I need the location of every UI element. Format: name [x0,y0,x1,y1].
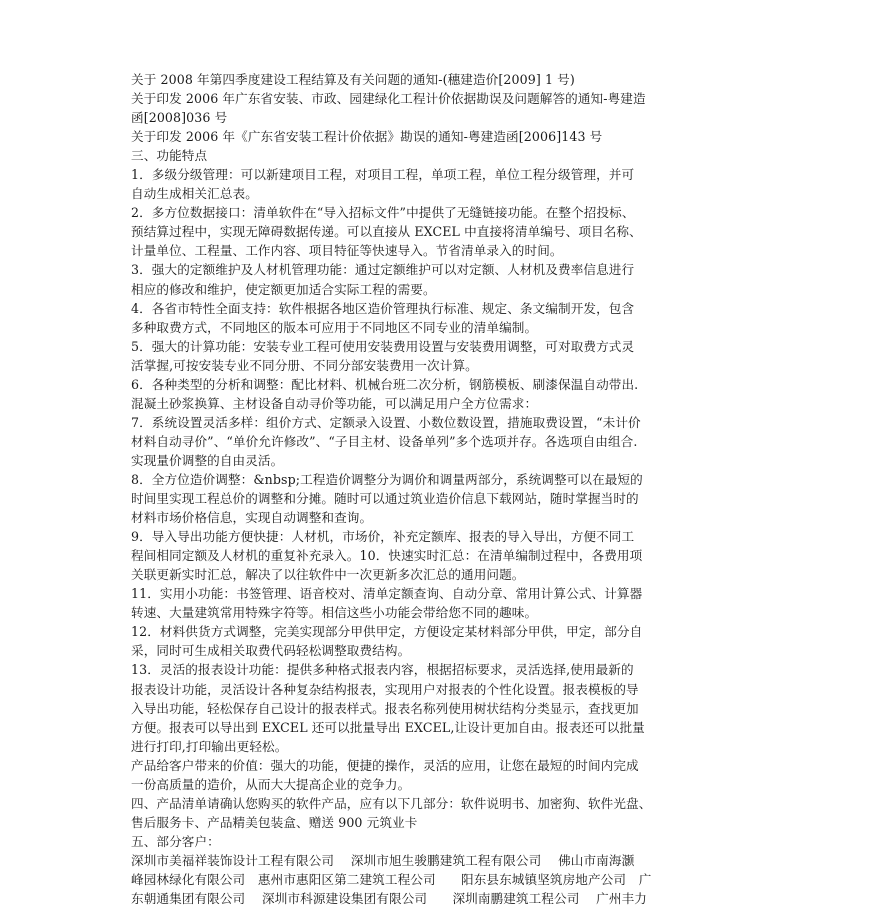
text-line: 函[2008]036 号 [131,110,228,126]
text-line: 9．导入导出功能方便快捷：人材机，市场价，补充定额库、报表的导入导出，方便不同工 [131,529,635,545]
text-line: 3．强大的定额维护及人材机管理功能：通过定额维护可以对定额、人材机及费率信息进行 [131,262,635,278]
text-line: 相应的修改和维护，使定额更加适合实际工程的需要。 [131,281,436,297]
text-line: 活掌握,可按安装专业不同分册、不同分部安装费用一次计算。 [131,357,478,373]
text-line: 关于印发 2006 年《广东省安装工程计价依据》勘误的通知-粤建造函[2006]143 号 [131,129,603,145]
document-page [131,70,741,908]
text-line: 7．系统设置灵活多样：组价方式、定额录入设置、小数位数设置，措施取费设置，“未计价 [131,414,641,430]
text-line: 4．各省市特性全面支持：软件根据各地区造价管理执行标准、规定、条文编制开发，包含 [131,300,635,316]
text-line: 时间里实现工程总价的调整和分摊。随时可以通过筑业造价信息下载网站，随时掌握当时的 [131,491,639,507]
text-line: 多种取费方式，不同地区的版本可应用于不同地区不同专业的清单编制。 [131,319,538,335]
text-line: 四、产品清单请确认您购买的软件产品，应有以下几部分：软件说明书、加密狗、软件光盘、 [131,795,652,811]
text-line: 11．实用小功能：书签管理、语音校对、清单定额查询、自动分章、常用计算公式、计算器 [131,586,643,602]
text-line: 5．强大的计算功能：安装专业工程可使用安装费用设置与安装费用调整，可对取费方式灵 [131,338,635,354]
text-line: 一份高质量的造价，从而大大提高企业的竞争力。 [131,776,411,792]
text-line: 2．多方位数据接口：清单软件在“导入招标文件”中提供了无缝链接功能。在整个招投标、 [131,205,635,221]
text-line: 实现量价调整的自由灵活。 [131,452,284,468]
text-line: 12．材料供货方式调整，完美实现部分甲供甲定，方便设定某材料部分甲供，甲定，部分自 [131,624,643,640]
text-line: 程间相同定额及人材机的重复补充录入。10．快速实时汇总：在清单编制过程中，各费用项 [131,548,643,564]
text-line: 进行打印,打印输出更轻松。 [131,738,288,754]
text-line: 报表设计功能，灵活设计各种复杂结构报表，实现用户对报表的个性化设置。报表模板的导 [131,681,639,697]
text-line: 三、功能特点 [131,148,208,164]
text-line: 五、部分客户： [131,833,220,849]
text-line: 材料市场价格信息，实现自动调整和查询。 [131,510,373,526]
text-line: 预结算过程中，实现无障碍数据传递。可以直接从 EXCEL 中直接将清单编号、项目名称、 [131,224,642,240]
text-line: 方便。报表可以导出到 EXCEL 还可以批量导出 EXCEL,让设计更加自由。报表还可以批量 [131,719,645,735]
text-line: 混凝土砂浆换算、主材设备自动寻价等功能，可以满足用户全方位需求： [131,395,538,411]
text-line: 关于印发 2006 年广东省安装、市政、园建绿化工程计价依据勘误及问题解答的通知-粤建造 [131,91,646,107]
text-line: 计量单位、工程量、工作内容、项目特征等快速导入。节省清单录入的时间。 [131,243,563,259]
text-line: 关于 2008 年第四季度建设工程结算及有关问题的通知-(穗建造价[2009] 1 号) [131,72,575,87]
text-line: 东朝通集团有限公司 深圳市科源建设集团有限公司 深圳南鹏建筑工程公司 广州丰力 [131,891,647,907]
text-line: 1．多级分级管理：可以新建项目工程，对项目工程，单项工程，单位工程分级管理，并可 [131,167,635,183]
text-line: 自动生成相关汇总表。 [131,186,258,202]
text-line: 采，同时可生成相关取费代码轻松调整取费结构。 [131,643,411,659]
text-line: 深圳市美福祥装饰设计工程有限公司 深圳市旭生骏鹏建筑工程有限公司 佛山市南海灏 [131,852,635,868]
text-line: 产品给客户带来的价值：强大的功能，便捷的操作，灵活的应用，让您在最短的时间内完成 [131,757,639,773]
text-line: 转速、大量建筑常用特殊字符等。相信这些小功能会带给您不同的趣味。 [131,605,538,621]
text-line: 关联更新实时汇总，解决了以往软件中一次更新多次汇总的通用问题。 [131,567,525,583]
text-line: 6．各种类型的分析和调整：配比材料、机械台班二次分析，钢筋模板、刷漆保温自动带出. [131,376,639,392]
text-line: 入导出功能，轻松保存自己设计的报表样式。报表名称列使用树状结构分类显示，查找更加 [131,700,639,716]
text-line: 材料自动寻价”、“单价允许修改”、“子目主材、设备单列”多个选项并存。各选项自由组合. [131,433,638,449]
text-line: 8．全方位造价调整：&nbsp;工程造价调整分为调价和调量两部分，系统调整可以在最短的 [131,471,643,487]
text-line: 峰园林绿化有限公司 惠州市惠阳区第二建筑工程公司 阳东县东城镇坚筑房地产公司 广 [131,871,652,887]
text-line: 13．灵活的报表设计功能：提供多种格式报表内容，根据招标要求，灵活选择,使用最新的 [131,662,634,678]
text-line: 售后服务卡、产品精美包装盒、赠送 900 元筑业卡 [131,814,418,830]
